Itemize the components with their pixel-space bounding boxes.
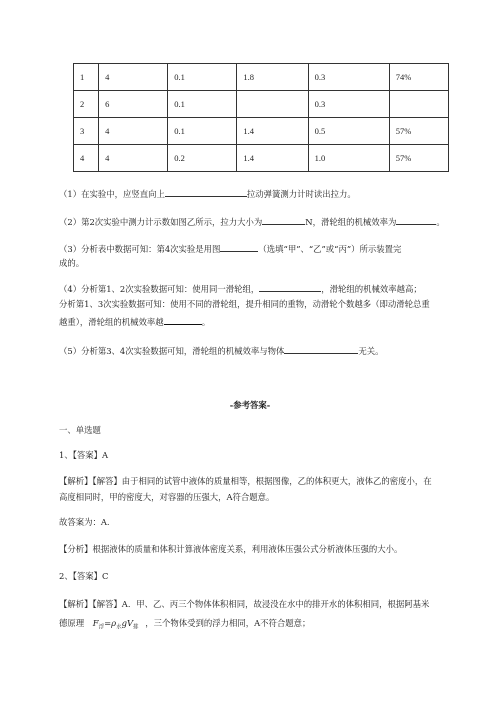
answer-blank xyxy=(396,215,436,225)
table-row xyxy=(74,64,449,91)
question-text: 越重），滑轮组的机械效率越 xyxy=(59,317,164,327)
table-cell: 1 xyxy=(74,64,99,91)
table-cell: 0.1 xyxy=(168,118,237,145)
table-cell: 57% xyxy=(389,145,448,172)
table-cell: 2 xyxy=(74,91,99,118)
table-cell: 4 xyxy=(99,64,168,91)
table-cell: 1.4 xyxy=(237,118,308,145)
table-cell: 3 xyxy=(74,118,99,145)
table-cell: 0.2 xyxy=(168,145,237,172)
table-cell: 0.1 xyxy=(168,64,237,91)
question-text: ，滑轮组的机械效率越高； xyxy=(321,284,422,294)
table-cell xyxy=(389,91,448,118)
question-4 xyxy=(59,282,422,295)
table-cell: 4 xyxy=(74,145,99,172)
answer-blank xyxy=(220,242,258,252)
table-row xyxy=(74,118,449,145)
question-text: （选填“甲”、“乙”或“丙”）所示装置完 xyxy=(258,244,402,254)
answer-2-explanation: 【解析】【解答】A．甲、乙、丙三个物体体积相同，故浸没在水中的排开水的体积相同，根据阿基米 xyxy=(59,599,430,609)
buoyancy-formula: $F_浮=\rho_水gV_排$ xyxy=(92,618,139,631)
question-5 xyxy=(59,344,383,357)
answer-blank xyxy=(284,344,358,354)
question-2 xyxy=(59,215,445,228)
question-text: 拉动弹簧测力计时读出拉力。 xyxy=(246,189,356,199)
question-text: （2）第2次实验中测力计示数如图乙所示，拉力大小为 xyxy=(59,217,263,227)
question-3 xyxy=(59,242,401,255)
question-text: 成的。 xyxy=(59,258,85,268)
table-cell: 0.3 xyxy=(308,64,389,91)
answer-1: 1、【答案】A xyxy=(59,450,109,460)
question-text: 分析第1、3次实验数据可知：使用不同的滑轮组，提升相同的重物，动滑轮个数越多（即动滑轮总重 xyxy=(59,299,430,309)
answer-blank xyxy=(164,315,202,325)
table-cell: 0.3 xyxy=(308,91,389,118)
table-row xyxy=(74,145,449,172)
answer-heading: -参考答案- xyxy=(229,400,271,410)
table-cell: 0.5 xyxy=(308,118,389,145)
explanation-text: 德原理 xyxy=(59,618,85,628)
table-cell: 0.1 xyxy=(168,91,237,118)
table-cell: 1.4 xyxy=(237,145,308,172)
answer-2-explanation-cont xyxy=(59,617,310,634)
answer-1-analysis: 【分析】根据液体的质量和体积计算液体密度关系，利用液体压强公式分析液体压强的大小。 xyxy=(59,544,403,554)
question-text: N，滑轮组的机械效率为 xyxy=(305,217,397,227)
answer-blank xyxy=(165,187,247,197)
question-4-cont xyxy=(59,298,430,310)
question-text: （1）在实验中，应竖直向上 xyxy=(59,189,165,199)
question-4-cont2 xyxy=(59,315,210,328)
question-text: （3）分析表中数据可知：第4次实验是用图 xyxy=(59,244,221,254)
answer-2: 2、【答案】C xyxy=(59,571,109,581)
question-text: （4）分析第1、2次实验数据可知：使用同一滑轮组， xyxy=(59,284,260,294)
question-text: 。 xyxy=(436,217,445,227)
answer-1-explanation: 【解析】【解答】由于相同的试管中液体的质量相等，根据图像，乙的体积更大，液体乙的密度小，在 xyxy=(59,476,432,486)
table-cell: 1.0 xyxy=(308,145,389,172)
table-cell: 74% xyxy=(389,64,448,91)
question-text: （5）分析第3、4次实验数据可知，滑轮组的机械效率与物体 xyxy=(59,346,285,356)
answer-blank xyxy=(259,282,321,292)
question-text: 无关。 xyxy=(358,346,384,356)
table-cell: 4 xyxy=(99,118,168,145)
table-cell: 57% xyxy=(389,118,448,145)
question-1 xyxy=(59,187,356,200)
question-text: 。 xyxy=(201,317,211,327)
section-title: 一、单选题 xyxy=(59,425,101,435)
explanation-text: ，三个物体受到的浮力相同，A不符合题意； xyxy=(145,618,311,628)
answer-1-conclusion: 故答案为：A. xyxy=(59,517,110,527)
answer-1-explanation-cont: 高度相同时，甲的密度大，对容器的压强大，A符合题意。 xyxy=(59,492,275,502)
table-cell xyxy=(237,91,308,118)
table-cell: 4 xyxy=(99,145,168,172)
experiment-table xyxy=(73,63,449,172)
table-row xyxy=(74,91,449,118)
question-3-cont xyxy=(59,257,84,269)
table-cell: 1.8 xyxy=(237,64,308,91)
table-cell: 6 xyxy=(99,91,168,118)
answer-blank xyxy=(262,215,305,225)
